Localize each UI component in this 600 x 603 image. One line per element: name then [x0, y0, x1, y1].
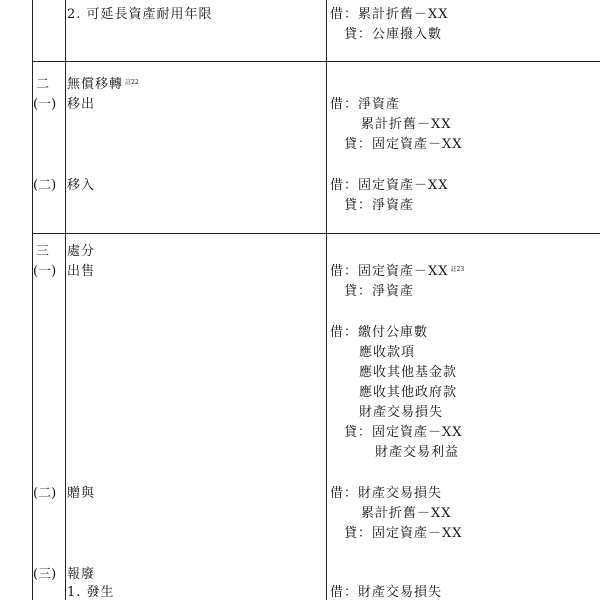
journal-entry — [330, 262, 464, 282]
section-title: 處分 — [67, 244, 96, 259]
row-divider — [32, 61, 600, 62]
journal-entry: 借：財產交易損失 — [330, 486, 443, 501]
section-title — [67, 75, 139, 95]
column-divider-entry — [326, 0, 327, 600]
journal-entry-text: 借：固定資產－XX — [330, 264, 449, 279]
subsection-number: (一) — [33, 97, 57, 112]
footnote-ref: 註22 — [125, 79, 139, 86]
journal-entry: 貸：固定資產－XX — [344, 425, 463, 440]
journal-entry: 借：財產交易損失 — [330, 585, 443, 600]
section-number: 二 — [36, 77, 50, 92]
column-divider-number — [65, 0, 66, 600]
footnote-ref: 註23 — [450, 266, 465, 273]
journal-entry: 貸：固定資產－XX — [344, 137, 463, 152]
journal-entry: 應收款項 — [359, 345, 416, 360]
table-border-left — [32, 0, 33, 600]
journal-entry: 應收其他基金款 — [359, 365, 458, 380]
subsection-number: (一) — [33, 264, 57, 279]
journal-entry: 貸：淨資產 — [344, 284, 415, 299]
subsection-label: 贈與 — [67, 486, 96, 501]
subsection-number: (二) — [33, 486, 57, 501]
journal-entry: 貸：固定資產－XX — [344, 526, 463, 541]
subsection-label: 移入 — [67, 178, 96, 193]
subsection-number: (二) — [33, 178, 57, 193]
journal-entry: 累計折舊－XX — [361, 117, 452, 132]
journal-entry: 財產交易損失 — [359, 405, 444, 420]
row-divider — [32, 233, 600, 234]
section-title-text: 無償移轉 — [67, 77, 124, 92]
subsection-label: 報廢 — [67, 567, 96, 582]
section-number: 三 — [36, 244, 50, 259]
journal-entry: 累計折舊－XX — [361, 506, 452, 521]
item-label: 1. 發生 — [67, 585, 115, 600]
journal-entry: 貸：淨資產 — [344, 198, 415, 213]
journal-entry: 財產交易利益 — [375, 445, 460, 460]
subsection-number: (三) — [33, 567, 57, 582]
item-label: 2. 可延長資產耐用年限 — [67, 7, 213, 22]
subsection-label: 移出 — [67, 97, 96, 112]
journal-entry: 應收其他政府款 — [359, 385, 458, 400]
subsection-label: 出售 — [67, 264, 96, 279]
journal-entry: 貸：公庫撥入數 — [344, 27, 443, 42]
journal-entry: 借：繳付公庫數 — [330, 325, 429, 340]
journal-entry: 借：淨資產 — [330, 97, 401, 112]
journal-entry: 借：累計折舊－XX — [330, 7, 449, 22]
journal-entry: 借：固定資產－XX — [330, 178, 449, 193]
